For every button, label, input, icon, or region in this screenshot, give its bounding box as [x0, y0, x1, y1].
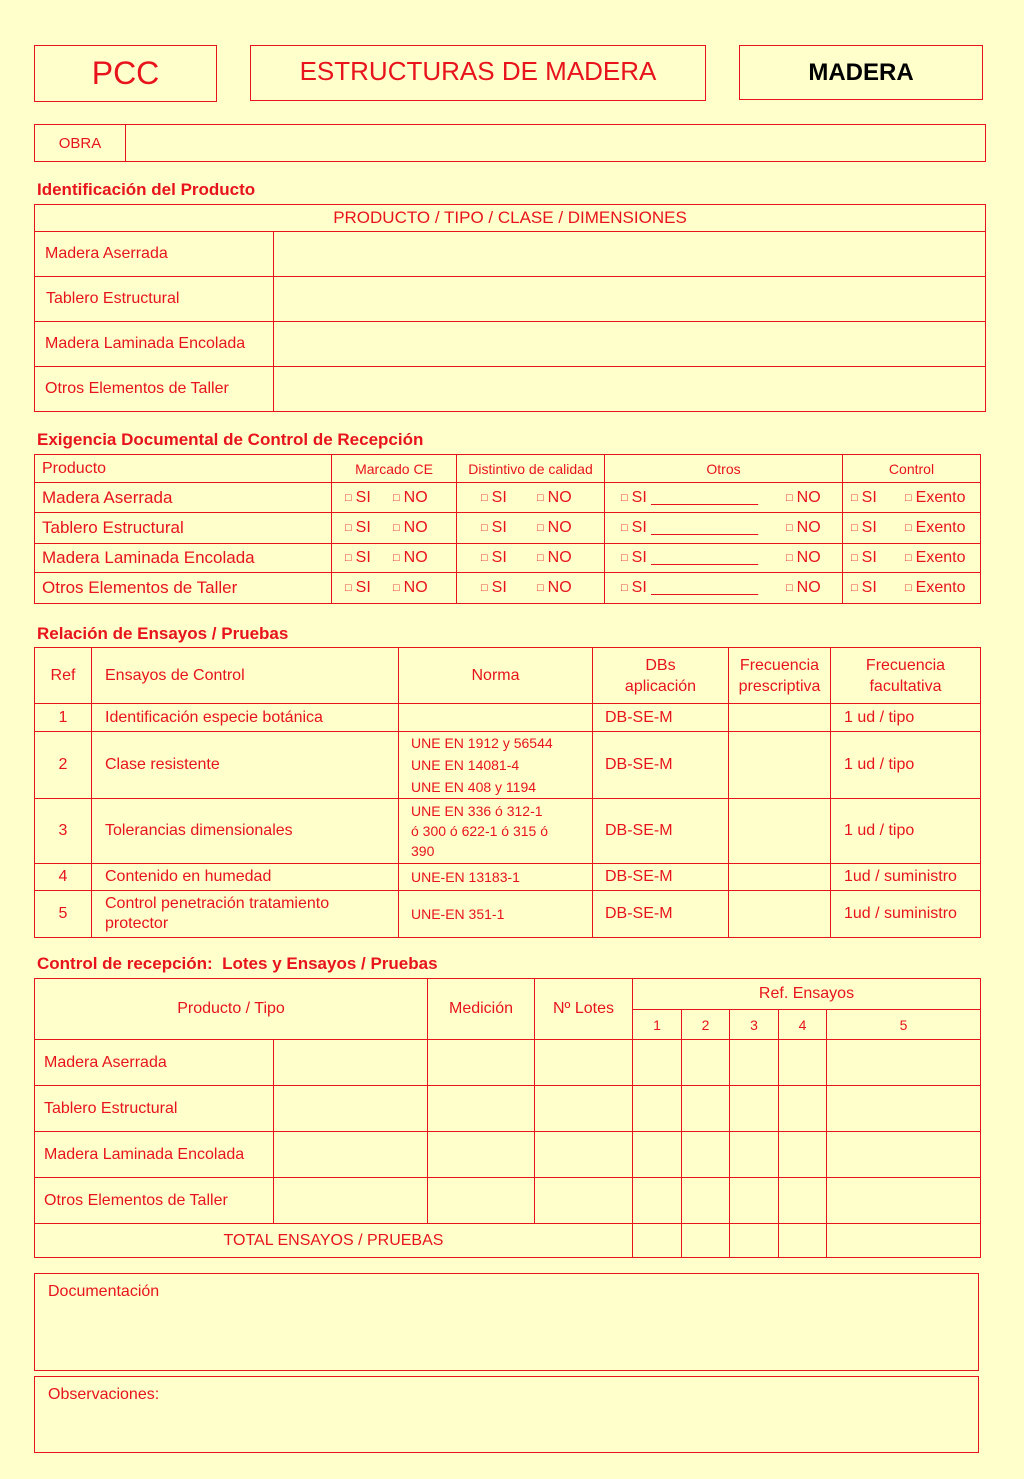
no-label: NO — [403, 579, 428, 596]
dbs-line-2: aplicación — [624, 677, 697, 695]
no-checkbox[interactable] — [786, 549, 821, 567]
checkbox-icon: □ — [851, 522, 858, 534]
ensayos-title: Relación de Ensayos / Pruebas — [37, 624, 289, 643]
lotes-header-medicion: Medición — [428, 979, 535, 1040]
ensayo-ref: 2 — [35, 732, 92, 799]
identificacion-column-header: PRODUCTO / TIPO / CLASE / DIMENSIONES — [35, 205, 986, 232]
lotes-row-ref[interactable] — [730, 1132, 779, 1178]
exigencia-row — [35, 513, 981, 544]
no-label: NO — [796, 579, 821, 596]
exento-checkbox[interactable] — [905, 579, 965, 597]
no-checkbox[interactable] — [786, 519, 821, 537]
ensayo-frec-prescriptiva — [729, 732, 831, 799]
checkbox-icon: □ — [786, 491, 793, 504]
ensayo-db: DB-SE-M — [593, 799, 729, 864]
ensayo-frec-facultativa: 1 ud / tipo — [831, 799, 981, 864]
ref-num: 5 — [827, 1010, 981, 1040]
lotes-total-ref[interactable] — [633, 1224, 682, 1258]
identificacion-row-label: Madera Aserrada — [35, 232, 274, 277]
ref-num: 3 — [730, 1010, 779, 1040]
ensayo-db: DB-SE-M — [593, 732, 729, 799]
lotes-header-ref: Ref. Ensayos — [633, 979, 981, 1010]
ensayo-frec-facultativa: 1ud / suministro — [831, 864, 981, 891]
ensayos-header-dbs — [593, 648, 729, 704]
lotes-row-ref[interactable] — [682, 1132, 730, 1178]
lotes-row-ref[interactable] — [779, 1132, 827, 1178]
checkbox-icon: □ — [537, 552, 544, 564]
checkbox-icon: □ — [786, 552, 793, 564]
si-checkbox[interactable] — [345, 549, 393, 567]
identificacion-row-label: Otros Elementos de Taller — [35, 367, 274, 412]
checkbox-icon: □ — [851, 582, 858, 594]
lotes-row — [35, 1086, 981, 1132]
exigencia-header-producto: Producto — [35, 455, 332, 483]
ensayo-ref: 1 — [35, 704, 92, 732]
lotes-row-ref[interactable] — [682, 1086, 730, 1132]
norma-line: UNE EN 14081-4 — [411, 757, 520, 773]
no-label: NO — [547, 549, 572, 566]
checkbox-icon: □ — [905, 522, 912, 534]
checkbox-icon: □ — [621, 491, 628, 504]
si-label: SI — [355, 549, 371, 566]
ensayo-norma — [399, 891, 593, 938]
lotes-row-ref[interactable] — [730, 1178, 779, 1224]
exigencia-row — [35, 483, 981, 513]
lotes-row-nlotes[interactable] — [535, 1086, 633, 1132]
marcado-ce-cell — [332, 483, 457, 513]
ensayo-frec-prescriptiva — [729, 704, 831, 732]
ensayo-name: Identificación especie botánica — [92, 704, 399, 732]
obra-field[interactable] — [126, 125, 986, 162]
lotes-row-ref[interactable] — [730, 1040, 779, 1086]
lotes-row-ref[interactable] — [633, 1086, 682, 1132]
control-cell — [843, 483, 981, 513]
si-otros-label: SI ____________ — [631, 549, 758, 566]
lotes-row-tipo[interactable] — [274, 1040, 428, 1086]
exento-label: Exento — [915, 519, 966, 536]
si-otros-label: SI ____________ — [631, 519, 758, 536]
title-box — [250, 45, 706, 101]
lotes-row-label: Tablero Estructural — [35, 1086, 274, 1132]
otros-cell — [605, 483, 843, 513]
si-checkbox[interactable] — [621, 579, 786, 597]
exigencia-row-producto: Tablero Estructural — [35, 513, 332, 544]
checkbox-icon: □ — [905, 491, 912, 504]
si-label: SI — [491, 519, 507, 536]
documentacion-label: Documentación — [48, 1283, 160, 1300]
identificacion-title: Identificación del Producto — [37, 180, 256, 199]
norma-line: UNE EN 336 ó 312-1 — [411, 803, 543, 819]
lotes-row-ref[interactable] — [827, 1086, 981, 1132]
ensayos-header-norma: Norma — [399, 648, 593, 704]
frec-f-line-2: facultativa — [869, 677, 942, 695]
obra-label: OBRA — [35, 125, 126, 162]
otros-cell — [605, 544, 843, 573]
identificacion-row-label: Madera Laminada Encolada — [35, 322, 274, 367]
checkbox-icon: □ — [905, 552, 912, 564]
ensayo-db: DB-SE-M — [593, 704, 729, 732]
checkbox-icon: □ — [537, 491, 544, 504]
checkbox-icon: □ — [621, 582, 628, 594]
no-label: NO — [403, 549, 428, 566]
checkbox-icon: □ — [345, 552, 352, 564]
no-label: NO — [547, 579, 572, 596]
ensayo-norma — [399, 704, 593, 732]
si-checkbox[interactable] — [481, 579, 537, 597]
checkbox-icon: □ — [786, 522, 793, 534]
checkbox-icon: □ — [481, 552, 488, 564]
frec-p-line-1: Frecuencia — [739, 656, 820, 674]
ensayo-norma — [399, 732, 593, 799]
exigencia-title: Exigencia Documental de Control de Recepción — [37, 430, 424, 449]
ref-num: 4 — [779, 1010, 827, 1040]
ensayo-row — [35, 799, 981, 864]
ensayo-name: Tolerancias dimensionales — [92, 799, 399, 864]
ref-num: 2 — [682, 1010, 730, 1040]
si-checkbox[interactable] — [621, 519, 786, 537]
lotes-row-ref[interactable] — [779, 1040, 827, 1086]
lotes-total-label: TOTAL ENSAYOS / PRUEBAS — [35, 1224, 633, 1258]
identificacion-row-field[interactable] — [274, 367, 986, 412]
ensayo-ref: 4 — [35, 864, 92, 891]
si-checkbox[interactable] — [481, 549, 537, 567]
exigencia-header-marcado-ce: Marcado CE — [332, 455, 457, 483]
si-label: SI — [355, 519, 371, 536]
checkbox-icon: □ — [537, 582, 544, 594]
exigencia-header-otros: Otros — [605, 455, 843, 483]
identificacion-row-field[interactable] — [274, 322, 986, 367]
exigencia-header-control: Control — [843, 455, 981, 483]
no-label: NO — [403, 519, 428, 536]
exento-checkbox[interactable] — [905, 549, 965, 567]
checkbox-icon: □ — [537, 522, 544, 534]
lotes-row-ref[interactable] — [827, 1040, 981, 1086]
lotes-row-medicion[interactable] — [428, 1086, 535, 1132]
si-label: SI — [861, 579, 877, 596]
no-checkbox[interactable] — [537, 549, 572, 567]
ensayos-header-ensayo: Ensayos de Control — [92, 648, 399, 704]
ensayos-header-frec-facultativa — [831, 648, 981, 704]
identificacion-row-label: Tablero Estructural — [35, 277, 274, 322]
si-checkbox[interactable] — [345, 489, 393, 507]
no-checkbox[interactable] — [786, 489, 821, 507]
ensayo-name: Clase resistente — [92, 732, 399, 799]
exento-label: Exento — [915, 579, 966, 596]
pcc-label: PCC — [91, 55, 160, 91]
ensayo-row — [35, 704, 981, 732]
no-checkbox[interactable] — [393, 519, 428, 537]
norma-line: UNE-EN 13183-1 — [411, 869, 520, 885]
lotes-row-medicion[interactable] — [428, 1132, 535, 1178]
exento-label: Exento — [915, 488, 966, 506]
no-label: NO — [796, 488, 821, 506]
lotes-row-tipo[interactable] — [274, 1086, 428, 1132]
si-checkbox[interactable] — [851, 579, 905, 597]
ensayo-norma — [399, 864, 593, 891]
si-label: SI — [355, 579, 371, 596]
ensayo-row — [35, 864, 981, 891]
frec-f-line-1: Frecuencia — [865, 656, 946, 674]
checkbox-icon: □ — [393, 491, 400, 504]
lotes-row-ref[interactable] — [730, 1086, 779, 1132]
ensayo-name: Contenido en humedad — [92, 864, 399, 891]
no-checkbox[interactable] — [537, 579, 572, 597]
no-label: NO — [796, 519, 821, 536]
material-label: MADERA — [808, 58, 914, 86]
ensayo-ref: 5 — [35, 891, 92, 938]
lotes-table — [34, 978, 981, 1258]
control-cell — [843, 573, 981, 604]
lotes-total-ref[interactable] — [682, 1224, 730, 1258]
norma-line: 390 — [411, 843, 435, 859]
ensayos-header-ref: Ref — [35, 648, 92, 704]
lotes-row-ref[interactable] — [633, 1132, 682, 1178]
checkbox-icon: □ — [905, 582, 912, 594]
lotes-row-nlotes[interactable] — [535, 1132, 633, 1178]
norma-line: UNE EN 1912 y 56544 — [411, 735, 553, 751]
ensayo-frec-prescriptiva — [729, 799, 831, 864]
checkbox-icon: □ — [481, 491, 488, 504]
si-checkbox[interactable] — [851, 489, 905, 507]
checkbox-icon: □ — [851, 552, 858, 564]
si-checkbox[interactable] — [851, 549, 905, 567]
si-checkbox[interactable] — [621, 549, 786, 567]
lotes-row-label: Madera Aserrada — [35, 1040, 274, 1086]
no-checkbox[interactable] — [786, 579, 821, 597]
lotes-row-ref[interactable] — [682, 1178, 730, 1224]
si-checkbox[interactable] — [345, 579, 393, 597]
ensayo-name-line: protector — [105, 915, 169, 932]
no-checkbox[interactable] — [393, 549, 428, 567]
checkbox-icon: □ — [621, 522, 628, 534]
exigencia-row-producto: Madera Aserrada — [35, 483, 332, 513]
lotes-row-label: Otros Elementos de Taller — [35, 1178, 274, 1224]
lotes-row-nlotes[interactable] — [535, 1178, 633, 1224]
exento-label: Exento — [915, 549, 966, 566]
si-label: SI — [491, 488, 507, 506]
si-checkbox[interactable] — [481, 519, 537, 537]
marcado-ce-cell — [332, 544, 457, 573]
lotes-row-label: Madera Laminada Encolada — [35, 1132, 274, 1178]
no-label: NO — [403, 488, 428, 506]
checkbox-icon: □ — [393, 522, 400, 534]
dbs-line-1: DBs — [645, 656, 676, 674]
lotes-row-tipo[interactable] — [274, 1132, 428, 1178]
no-label: NO — [547, 519, 572, 536]
lotes-row-ref[interactable] — [827, 1178, 981, 1224]
observaciones-box[interactable] — [34, 1376, 979, 1453]
checkbox-icon: □ — [481, 582, 488, 594]
ensayo-frec-facultativa: 1 ud / tipo — [831, 732, 981, 799]
marcado-ce-cell — [332, 513, 457, 544]
exigencia-row — [35, 544, 981, 573]
lotes-row-tipo[interactable] — [274, 1178, 428, 1224]
si-otros-label: SI ____________ — [631, 488, 758, 506]
lotes-total-ref[interactable] — [779, 1224, 827, 1258]
ensayo-row — [35, 732, 981, 799]
si-label: SI — [491, 579, 507, 596]
lotes-row-ref[interactable] — [827, 1132, 981, 1178]
identificacion-row-field[interactable] — [274, 277, 986, 322]
exigencia-row — [35, 573, 981, 604]
lotes-row-nlotes[interactable] — [535, 1040, 633, 1086]
lotes-total-row — [35, 1224, 981, 1258]
ensayo-db: DB-SE-M — [593, 891, 729, 938]
ensayo-norma — [399, 799, 593, 864]
lotes-row-ref[interactable] — [779, 1086, 827, 1132]
documentacion-box[interactable] — [34, 1273, 979, 1371]
si-label: SI — [861, 488, 877, 506]
si-checkbox[interactable] — [621, 489, 786, 507]
exigencia-row-producto: Madera Laminada Encolada — [35, 544, 332, 573]
lotes-row — [35, 1132, 981, 1178]
checkbox-icon: □ — [481, 522, 488, 534]
checkbox-icon: □ — [621, 552, 628, 564]
identificacion-row-field[interactable] — [274, 232, 986, 277]
norma-line: ó 300 ó 622-1 ó 315 ó — [411, 823, 549, 839]
lotes-row-ref[interactable] — [633, 1178, 682, 1224]
lotes-total-ref[interactable] — [730, 1224, 779, 1258]
lotes-row-ref[interactable] — [682, 1040, 730, 1086]
si-label: SI — [861, 549, 877, 566]
lotes-row-ref[interactable] — [633, 1040, 682, 1086]
ensayo-ref: 3 — [35, 799, 92, 864]
otros-cell — [605, 573, 843, 604]
si-label: SI — [355, 488, 371, 506]
obra-table — [34, 124, 986, 162]
si-label: SI — [491, 549, 507, 566]
otros-cell — [605, 513, 843, 544]
ensayo-name — [92, 891, 399, 938]
si-checkbox[interactable] — [481, 489, 537, 507]
lotes-header-producto: Producto / Tipo — [35, 979, 428, 1040]
distintivo-cell — [457, 544, 605, 573]
si-otros-label: SI ____________ — [631, 579, 758, 596]
no-checkbox[interactable] — [537, 489, 572, 507]
checkbox-icon: □ — [851, 491, 858, 504]
distintivo-cell — [457, 573, 605, 604]
exento-checkbox[interactable] — [905, 519, 965, 537]
no-checkbox[interactable] — [537, 519, 572, 537]
identificacion-table — [34, 204, 986, 412]
ensayo-name-line: Control penetración tratamiento — [105, 895, 330, 912]
lotes-title: Control de recepción: Lotes y Ensayos / Pruebas — [37, 954, 438, 973]
exento-checkbox[interactable] — [905, 489, 965, 507]
control-cell — [843, 513, 981, 544]
si-checkbox[interactable] — [851, 519, 905, 537]
lotes-row-medicion[interactable] — [428, 1040, 535, 1086]
ensayo-frec-prescriptiva — [729, 891, 831, 938]
ensayo-frec-facultativa: 1 ud / tipo — [831, 704, 981, 732]
lotes-row — [35, 1178, 981, 1224]
no-checkbox[interactable] — [393, 579, 428, 597]
checkbox-icon: □ — [393, 552, 400, 564]
exigencia-table — [34, 454, 981, 604]
checkbox-icon: □ — [345, 522, 352, 534]
no-label: NO — [796, 549, 821, 566]
page-title: ESTRUCTURAS DE MADERA — [299, 55, 657, 86]
observaciones-label: Observaciones: — [48, 1386, 160, 1403]
marcado-ce-cell — [332, 573, 457, 604]
norma-line: UNE EN 408 y 1194 — [411, 779, 537, 795]
ensayo-frec-facultativa: 1ud / suministro — [831, 891, 981, 938]
si-label: SI — [861, 519, 877, 536]
lotes-row — [35, 1040, 981, 1086]
lotes-row-medicion[interactable] — [428, 1178, 535, 1224]
ensayos-header-frec-prescriptiva — [729, 648, 831, 704]
distintivo-cell — [457, 483, 605, 513]
exigencia-row-producto: Otros Elementos de Taller — [35, 573, 332, 604]
checkbox-icon: □ — [345, 491, 352, 504]
ensayo-frec-prescriptiva — [729, 864, 831, 891]
ensayo-db: DB-SE-M — [593, 864, 729, 891]
checkbox-icon: □ — [393, 582, 400, 594]
ref-num: 1 — [633, 1010, 682, 1040]
pcc-box — [34, 45, 217, 102]
ensayo-row — [35, 891, 981, 938]
norma-line: UNE-EN 351-1 — [411, 906, 505, 922]
no-label: NO — [547, 488, 572, 506]
ensayos-table — [34, 647, 981, 938]
control-cell — [843, 544, 981, 573]
no-checkbox[interactable] — [393, 489, 428, 507]
material-box — [739, 45, 983, 100]
checkbox-icon: □ — [345, 582, 352, 594]
lotes-total-ref[interactable] — [827, 1224, 981, 1258]
distintivo-cell — [457, 513, 605, 544]
frec-p-line-2: prescriptiva — [738, 677, 821, 695]
si-checkbox[interactable] — [345, 519, 393, 537]
lotes-row-ref[interactable] — [779, 1178, 827, 1224]
exigencia-header-distintivo: Distintivo de calidad — [457, 455, 605, 483]
checkbox-icon: □ — [786, 582, 793, 594]
lotes-header-lotes: Nº Lotes — [535, 979, 633, 1040]
